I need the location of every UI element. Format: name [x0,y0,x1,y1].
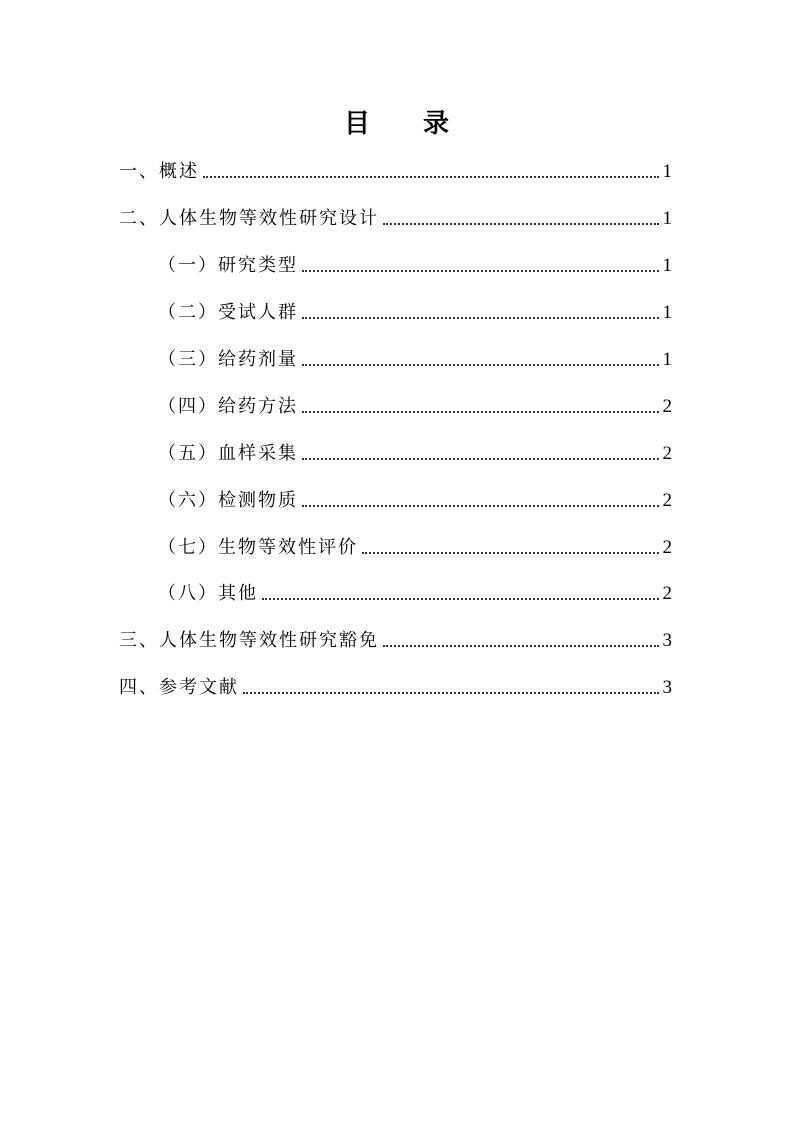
toc-entry-label: （四）给药方法 [158,396,298,417]
toc-entry-label: 二、人体生物等效性研究设计 [119,208,379,229]
toc-entry-page: 2 [662,443,672,464]
toc-entry-administration[interactable] [158,389,672,419]
dot-leader [302,364,659,366]
toc-entry-page: 2 [662,537,672,558]
toc-entry-subjects[interactable] [158,295,672,325]
toc-entry-page: 2 [662,396,672,417]
toc-title: 目 录 [343,109,472,139]
dot-leader [362,552,659,554]
toc-entry-be-evaluation[interactable] [158,530,672,560]
toc-entry-label: 四、参考文献 [119,677,239,698]
toc-entry-label: （七）生物等效性评价 [158,537,358,558]
toc-entry-page: 1 [662,302,672,323]
toc-entry-page: 2 [662,490,672,511]
dot-leader [302,505,659,507]
toc-entry-waiver[interactable] [119,623,672,653]
toc-entry-dose[interactable] [158,342,672,372]
dot-leader [262,598,659,600]
toc-entry-label: 三、人体生物等效性研究豁免 [119,630,379,651]
toc-entry-references[interactable] [119,670,672,700]
toc-entry-study-design[interactable] [119,201,672,231]
toc-entry-page: 2 [662,583,672,604]
dot-leader [302,411,659,413]
toc-entry-page: 3 [662,630,672,651]
toc-entry-blood-sampling[interactable] [158,436,672,466]
toc-entry-analytes[interactable] [158,483,672,513]
toc-entry-label: （六）检测物质 [158,490,298,511]
dot-leader [302,270,659,272]
toc-entry-label: 一、概述 [119,161,199,182]
dot-leader [383,645,659,647]
toc-entry-label: （三）给药剂量 [158,349,298,370]
toc-entry-label: （五）血样采集 [158,443,298,464]
toc-entry-overview[interactable] [119,154,672,184]
toc-entry-page: 1 [662,161,672,182]
toc-entry-label: （二）受试人群 [158,302,298,323]
toc-entry-page: 1 [662,208,672,229]
toc-entry-other[interactable] [158,576,672,606]
dot-leader [302,317,659,319]
toc-entry-page: 1 [662,255,672,276]
dot-leader [203,176,659,178]
dot-leader [302,458,659,460]
dot-leader [243,692,659,694]
toc-entry-label: （八）其他 [158,583,258,604]
toc-entry-page: 3 [662,677,672,698]
toc-entry-label: （一）研究类型 [158,255,298,276]
toc-entry-page: 1 [662,349,672,370]
toc-entry-study-type[interactable] [158,248,672,278]
dot-leader [383,223,659,225]
